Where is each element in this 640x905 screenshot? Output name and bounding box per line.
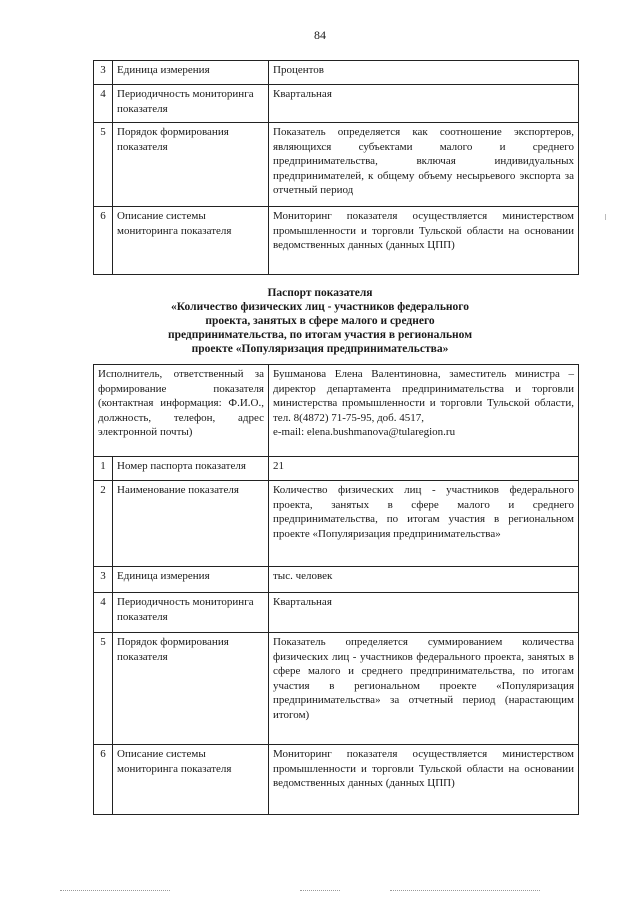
passport-title xyxy=(100,286,540,356)
margin-mark xyxy=(605,214,606,220)
contact-value xyxy=(269,365,579,457)
passport-title-line: проекта, занятых в сфере малого и среднего xyxy=(205,315,435,327)
table-row xyxy=(94,567,579,593)
row-value: Количество физических лиц - участников федерального проекта, занятых в сфере малого и среднего предпринимательства, по итогам участия в региональном проекте «Популяризация предпринимательства» xyxy=(269,481,579,567)
passport-title-line: предпринимательства, по итогам участия в региональном xyxy=(167,329,473,341)
row-number: 4 xyxy=(94,593,113,633)
row-number: 6 xyxy=(94,207,113,275)
row-value: Показатель определяется как соотношение экспортеров, являющихся субъектами малого и среднего предпринимательства, включая индивидуальных предпринимателей, к общему объему несырьевого экспорта за отчетный период xyxy=(269,123,579,207)
row-number: 2 xyxy=(94,481,113,567)
row-label: Периодичность мониторинга показателя xyxy=(113,593,269,633)
row-value: Квартальная xyxy=(269,85,579,123)
row-number: 4 xyxy=(94,85,113,123)
scan-artifacts xyxy=(60,888,580,894)
row-number: 6 xyxy=(94,745,113,815)
indicator-passport-table xyxy=(93,364,579,815)
table-row xyxy=(94,481,579,567)
table-row xyxy=(94,633,579,745)
row-label: Наименование показателя xyxy=(113,481,269,567)
row-value: Квартальная xyxy=(269,593,579,633)
row-number: 5 xyxy=(94,123,113,207)
row-number: 3 xyxy=(94,61,113,85)
row-value: Показатель определяется суммированием количества физических лиц - участников федерального проекта, занятых в сфере малого и среднего предпринимательства, по итогам участия в региональном проекте «Популяризация предпринимательства» за отчетный период (нарастающим итогом) xyxy=(269,633,579,745)
passport-title-line: Паспорт показателя xyxy=(267,287,373,299)
row-value: Мониторинг показателя осуществляется министерством промышленности и торговли Тульской области на основании ведомственных данных (данных ЦПП) xyxy=(269,207,579,275)
contact-info: Бушманова Елена Валентиновна, заместитель министра – директор департамента предпринимательства и торговли министерства промышленности и торговли Тульской области, тел. 8(4872) 71-75-95, доб. 4517, xyxy=(273,368,574,424)
row-label: Номер паспорта показателя xyxy=(113,457,269,481)
table-row xyxy=(94,207,579,275)
table-row xyxy=(94,123,579,207)
contact-email: e-mail: elena.bushmanova@tularegion.ru xyxy=(273,426,456,438)
passport-title-line: «Количество физических лиц - участников федерального xyxy=(171,301,469,313)
table-row xyxy=(94,593,579,633)
row-label: Порядок формирования показателя xyxy=(113,633,269,745)
row-value: Процентов xyxy=(269,61,579,85)
row-label: Единица измерения xyxy=(113,61,269,85)
contact-label: Исполнитель, ответственный за формирование показателя (контактная информация: Ф.И.О., должность, телефон, адрес электронной почты) xyxy=(94,365,269,457)
row-label: Описание системы мониторинга показателя xyxy=(113,745,269,815)
page-number: 84 xyxy=(314,28,326,42)
table-row xyxy=(94,745,579,815)
table-row xyxy=(94,61,579,85)
row-label: Периодичность мониторинга показателя xyxy=(113,85,269,123)
row-label: Единица измерения xyxy=(113,567,269,593)
row-label: Описание системы мониторинга показателя xyxy=(113,207,269,275)
row-number: 1 xyxy=(94,457,113,481)
table-row xyxy=(94,457,579,481)
indicator-table-continued xyxy=(93,60,579,275)
row-value: Мониторинг показателя осуществляется министерством промышленности и торговли Тульской области на основании ведомственных данных (данных ЦПП) xyxy=(269,745,579,815)
passport-title-line: проекте «Популяризация предпринимательства» xyxy=(191,343,449,355)
contact-row xyxy=(94,365,579,457)
row-number: 5 xyxy=(94,633,113,745)
row-value: 21 xyxy=(269,457,579,481)
row-number: 3 xyxy=(94,567,113,593)
row-label: Порядок формирования показателя xyxy=(113,123,269,207)
table-row xyxy=(94,85,579,123)
row-value: тыс. человек xyxy=(269,567,579,593)
